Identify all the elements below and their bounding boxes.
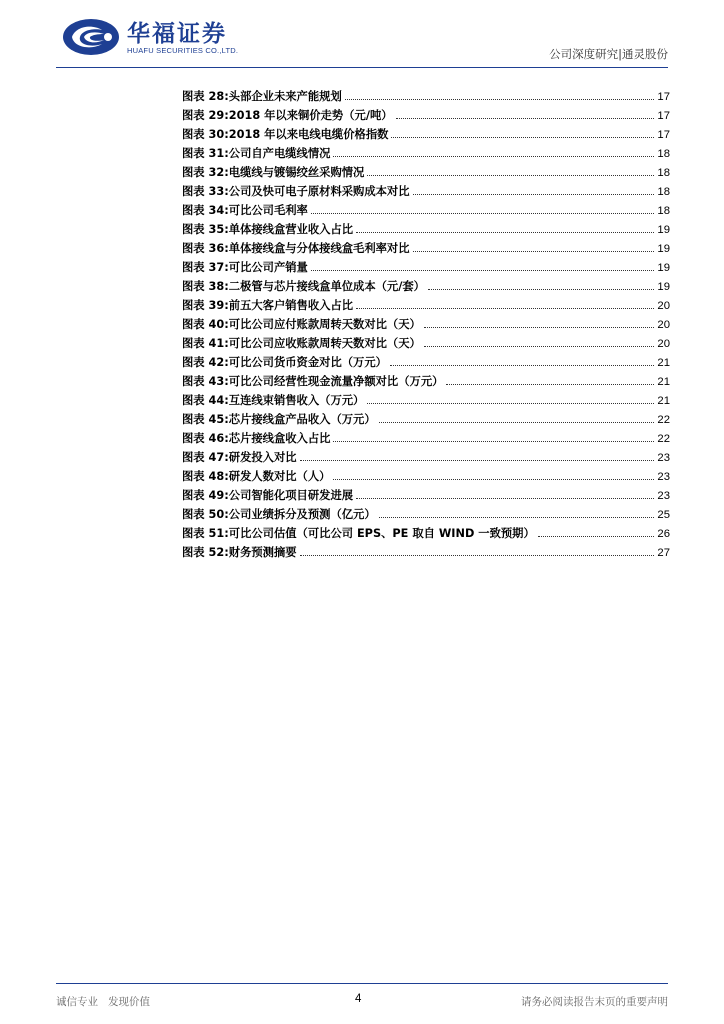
toc-entry-label: 图表 47: bbox=[182, 451, 229, 464]
toc-entry-page: 21 bbox=[657, 395, 670, 407]
toc-entry-page: 17 bbox=[657, 110, 670, 122]
toc-entry-leader bbox=[424, 346, 655, 347]
toc-entry-label: 图表 45: bbox=[182, 413, 229, 426]
toc-entry-page: 18 bbox=[657, 186, 670, 198]
toc-entry-label: 图表 43: bbox=[182, 375, 229, 388]
toc-entry-page: 23 bbox=[657, 490, 670, 502]
toc-entry-leader bbox=[300, 555, 655, 556]
toc-entry-label: 图表 29: bbox=[182, 109, 229, 122]
brand-name-en: HUAFU SECURITIES CO.,LTD. bbox=[127, 46, 239, 55]
toc-entry-page: 23 bbox=[657, 471, 670, 483]
toc-entry-leader bbox=[333, 479, 654, 480]
toc-entry[interactable] bbox=[182, 259, 670, 278]
toc-entry[interactable] bbox=[182, 544, 670, 563]
toc-entry-label: 图表 39: bbox=[182, 299, 229, 312]
toc-entry-leader bbox=[333, 441, 654, 442]
toc-entry-label: 图表 44: bbox=[182, 394, 229, 407]
toc-entry[interactable] bbox=[182, 126, 670, 145]
toc-entry-leader bbox=[333, 156, 654, 157]
toc-entry-leader bbox=[356, 308, 654, 309]
toc-entry-leader bbox=[300, 460, 655, 461]
toc-entry-page: 27 bbox=[657, 547, 670, 559]
toc-entry-leader bbox=[356, 498, 654, 499]
toc-entry[interactable] bbox=[182, 107, 670, 126]
toc-entry-page: 20 bbox=[657, 300, 670, 312]
toc-entry-leader bbox=[390, 365, 654, 366]
toc-entry-title: 二极管与芯片接线盒单位成本（元/套） bbox=[228, 280, 425, 293]
toc-entry-leader bbox=[391, 137, 654, 138]
toc-entry[interactable] bbox=[182, 221, 670, 240]
toc-entry-leader bbox=[311, 213, 655, 214]
toc-entry-label: 图表 38: bbox=[182, 280, 229, 293]
toc-entry-title: 电缆线与镀锡绞丝采购情况 bbox=[228, 166, 365, 179]
toc-entry-page: 19 bbox=[657, 262, 670, 274]
toc-entry-page: 20 bbox=[657, 338, 670, 350]
toc-entry-label: 图表 49: bbox=[182, 489, 229, 502]
toc-entry-label: 图表 37: bbox=[182, 261, 229, 274]
toc-entry[interactable] bbox=[182, 525, 670, 544]
toc-entry-page: 19 bbox=[657, 281, 670, 293]
toc-entry-leader bbox=[379, 422, 655, 423]
toc-entry-title: 可比公司货币资金对比（万元） bbox=[228, 356, 387, 369]
toc-entry-title: 可比公司毛利率 bbox=[228, 204, 308, 217]
toc-entry[interactable] bbox=[182, 487, 670, 506]
toc-entry-label: 图表 30: bbox=[182, 128, 229, 141]
report-info: 公司深度研究|通灵股份 bbox=[549, 47, 668, 61]
toc-entry-page: 19 bbox=[657, 243, 670, 255]
toc-entry-title: 公司业绩拆分及预测（亿元） bbox=[228, 508, 376, 521]
toc-entry[interactable] bbox=[182, 392, 670, 411]
toc-entry-title: 可比公司产销量 bbox=[228, 261, 308, 274]
toc-entry-page: 21 bbox=[657, 357, 670, 369]
footer-divider bbox=[56, 983, 668, 984]
toc-entry-label: 图表 51: bbox=[182, 527, 229, 540]
toc-entry-leader bbox=[413, 194, 655, 195]
toc-entry[interactable] bbox=[182, 373, 670, 392]
toc-entry[interactable] bbox=[182, 145, 670, 164]
toc-entry-leader bbox=[367, 175, 654, 176]
toc-entry-page: 21 bbox=[657, 376, 670, 388]
footer-disclaimer-note: 请务必阅读报告末页的重要声明 bbox=[521, 996, 668, 1008]
toc-entry-title: 芯片接线盒收入占比 bbox=[228, 432, 331, 445]
toc-entry[interactable] bbox=[182, 506, 670, 525]
toc-entry-title: 2018 年以来电线电缆价格指数 bbox=[228, 128, 389, 141]
toc-entry-label: 图表 41: bbox=[182, 337, 229, 350]
toc-entry[interactable] bbox=[182, 183, 670, 202]
toc-entry-label: 图表 34: bbox=[182, 204, 229, 217]
toc-entry[interactable] bbox=[182, 88, 670, 107]
toc-entry[interactable] bbox=[182, 468, 670, 487]
toc-entry-page: 22 bbox=[657, 433, 670, 445]
toc-entry[interactable] bbox=[182, 449, 670, 468]
toc-entry-title: 芯片接线盒产品收入（万元） bbox=[228, 413, 376, 426]
toc-entry-label: 图表 52: bbox=[182, 546, 229, 559]
page-number: 4 bbox=[355, 993, 362, 1005]
toc-entry[interactable] bbox=[182, 297, 670, 316]
toc-entry-label: 图表 42: bbox=[182, 356, 229, 369]
toc-entry-label: 图表 35: bbox=[182, 223, 229, 236]
toc-entry-title: 公司自产电缆线情况 bbox=[228, 147, 331, 160]
toc-entry-label: 图表 32: bbox=[182, 166, 229, 179]
toc-entry[interactable] bbox=[182, 164, 670, 183]
toc-entry-leader bbox=[311, 270, 655, 271]
toc-entry-title: 财务预测摘要 bbox=[228, 546, 297, 559]
page-header bbox=[0, 0, 724, 70]
toc-entry[interactable] bbox=[182, 354, 670, 373]
toc-entry-page: 23 bbox=[657, 452, 670, 464]
toc-entry[interactable] bbox=[182, 335, 670, 354]
toc-entry-page: 17 bbox=[657, 91, 670, 103]
toc-entry-title: 单体接线盒营业收入占比 bbox=[228, 223, 354, 236]
toc-entry-label: 图表 28: bbox=[182, 90, 229, 103]
toc-entry-leader bbox=[446, 384, 654, 385]
figure-list bbox=[182, 88, 670, 563]
toc-entry-title: 公司智能化项目研发进展 bbox=[228, 489, 354, 502]
toc-entry-leader bbox=[413, 251, 655, 252]
toc-entry-title: 互连线束销售收入（万元） bbox=[228, 394, 365, 407]
header-divider bbox=[56, 67, 668, 68]
toc-entry-title: 可比公司经营性现金流量净额对比（万元） bbox=[228, 375, 444, 388]
toc-entry-page: 18 bbox=[657, 148, 670, 160]
toc-entry-page: 18 bbox=[657, 167, 670, 179]
toc-entry-leader bbox=[356, 232, 654, 233]
toc-entry-title: 前五大客户销售收入占比 bbox=[228, 299, 354, 312]
toc-entry-page: 18 bbox=[657, 205, 670, 217]
toc-entry-leader bbox=[538, 536, 655, 537]
toc-entry-page: 17 bbox=[657, 129, 670, 141]
toc-entry-title: 可比公司估值（可比公司 EPS、PE 取自 WIND 一致预期） bbox=[228, 527, 535, 540]
toc-entry-label: 图表 33: bbox=[182, 185, 229, 198]
toc-entry[interactable] bbox=[182, 278, 670, 297]
toc-entry-page: 26 bbox=[657, 528, 670, 540]
toc-entry-label: 图表 36: bbox=[182, 242, 229, 255]
toc-entry-title: 研发人数对比（人） bbox=[228, 470, 331, 483]
huafu-logo-icon bbox=[62, 18, 120, 56]
toc-entry[interactable] bbox=[182, 411, 670, 430]
footer-slogan: 诚信专业 发现价值 bbox=[56, 996, 151, 1008]
toc-entry-title: 2018 年以来铜价走势（元/吨） bbox=[228, 109, 393, 122]
toc-entry[interactable] bbox=[182, 316, 670, 335]
toc-entry-label: 图表 40: bbox=[182, 318, 229, 331]
toc-entry-title: 公司及快可电子原材料采购成本对比 bbox=[228, 185, 410, 198]
toc-entry-leader bbox=[367, 403, 654, 404]
toc-entry-label: 图表 48: bbox=[182, 470, 229, 483]
toc-entry-label: 图表 46: bbox=[182, 432, 229, 445]
toc-entry-page: 22 bbox=[657, 414, 670, 426]
toc-entry[interactable] bbox=[182, 430, 670, 449]
toc-entry-page: 25 bbox=[657, 509, 670, 521]
toc-entry-title: 可比公司应付账款周转天数对比（天） bbox=[228, 318, 421, 331]
toc-entry-page: 20 bbox=[657, 319, 670, 331]
toc-entry-label: 图表 31: bbox=[182, 147, 229, 160]
toc-entry-title: 可比公司应收账款周转天数对比（天） bbox=[228, 337, 421, 350]
toc-entry-title: 单体接线盒与分体接线盒毛利率对比 bbox=[228, 242, 410, 255]
toc-entry-leader bbox=[428, 289, 654, 290]
brand-name-cn: 华福证券 bbox=[127, 20, 227, 47]
toc-entry-leader bbox=[396, 118, 655, 119]
toc-entry[interactable] bbox=[182, 240, 670, 259]
toc-entry-page: 19 bbox=[657, 224, 670, 236]
toc-entry-title: 头部企业未来产能规划 bbox=[228, 90, 342, 103]
toc-entry-label: 图表 50: bbox=[182, 508, 229, 521]
toc-entry-leader bbox=[424, 327, 655, 328]
toc-entry[interactable] bbox=[182, 202, 670, 221]
toc-entry-leader bbox=[345, 99, 655, 100]
toc-entry-title: 研发投入对比 bbox=[228, 451, 297, 464]
toc-entry-leader bbox=[379, 517, 655, 518]
